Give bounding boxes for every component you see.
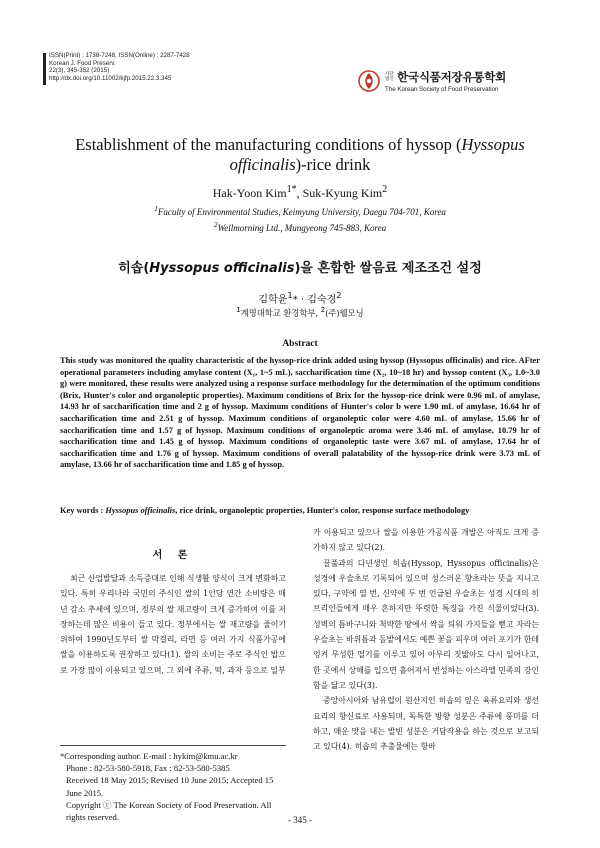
abstract-heading: Abstract bbox=[282, 339, 318, 349]
keywords-label: Key words : bbox=[60, 506, 106, 515]
footnote-phone: Phone : 82-53-580-5918, Fax : 82-53-580-5385 bbox=[66, 763, 230, 774]
society-text bbox=[385, 69, 506, 93]
society-logo bbox=[358, 66, 548, 96]
affiliation-ko-sup2: 2 bbox=[320, 306, 326, 314]
title-ko-italic: Hyssopus officinalis bbox=[149, 261, 295, 276]
intro-left-paragraph: 최근 산업발달과 소득증대로 인해 식생활 양식이 크게 변화하고 있다. 특히 우리나라 국민의 주식인 쌀의 1인당 연간 소비량은 매년 감소 추세에 있으며, 정부의 쌀 재고량이 크게 증가하여 이를 저장하는데 많은 비용이 들고 있다. 정부에서는 쌀 재고량을 줄이기 위하여 1990년도부터 쌀 막걸리, 라면 등 여러 가지 식품가공에 쌀을 이용하도록 권장하고 있다(1). 쌀의 소비는 주로 주식인 밥으로 가장 많이 이용되고 있으며, 그 외에 주류, 떡, 과자 등으로 일부 bbox=[60, 574, 286, 675]
author1-en-sup: 1* bbox=[286, 184, 297, 195]
author2-en: Suk-Kyung Kim bbox=[302, 186, 383, 200]
society-emblem-icon bbox=[358, 70, 380, 92]
left-column bbox=[60, 540, 286, 678]
author2-en-sup: 2 bbox=[382, 184, 388, 195]
intro-right-paragraph-3: 중앙아시아와 남유럽이 원산지인 히솝의 잎은 육류요리와 생선요리의 향신료로 사용되며, 독특한 방향 성분은 주류에 풍미를 더하고, 매운 맛을 내는 발빈 성분은 거담작용을 하는 것으로 보고되고 있다(4). 히솝의 추출물에는 항바 bbox=[313, 696, 539, 752]
volume-line: 22(3), 345-352 (2015) bbox=[49, 67, 110, 75]
author2-ko: 김숙경 bbox=[307, 294, 337, 306]
intro-right-paragraph-2: 꿀풀과의 다년생인 히솝(Hyssop, Hyssopus officinalis)은 성경에 우슬초로 기록되어 있으며 성스러운 향초라는 뜻을 지니고 있다. 구약에 열 번, 신약에 두 번 언급된 우슬초는 성경 시대의 히브리인들에게 매우 흔하지만 뚜렷한 특징을 가진 식물이었다(3). 성벽의 틈바구니와 척박한 땅에서 싹을 틔워 가지들을 뻗고 자라는 우슬초는 바위틈과 돌밭에서도 예쁜 꽃을 피우며 여러 포기가 한데 엉켜 무성한 떨기를 이루고 있어 아무리 짓밟아도 다시 일어나고, 한 곳에서 상해를 입으면 흩어져서 번성하는 이스라엘 민족의 강인함을 닮고 있다(3). bbox=[313, 558, 539, 690]
title-en-italic: Hyssopus officinalis bbox=[229, 135, 525, 174]
footnote bbox=[60, 750, 288, 823]
affiliation-en-1-text: Faculty of Environmental Studies, Keimyung University, Daegu 704-701, Korea bbox=[157, 207, 446, 217]
journal-meta bbox=[49, 52, 289, 82]
affiliation-en-2-text: Wellmorning Ltd., Mungyeong 745-883, Korea bbox=[217, 222, 387, 233]
paper-title-en bbox=[60, 135, 540, 175]
intro-right-paragraph-1: 가 이용되고 있으나 쌀을 이용한 가공식품 개발은 아직도 크게 증가하지 않고 있다(2). bbox=[313, 528, 539, 553]
author1-ko: 김학윤 bbox=[258, 294, 288, 306]
affiliation-en-2 bbox=[60, 219, 540, 235]
affiliation-ko-text1: 계명대학교 환경학부, bbox=[240, 307, 321, 318]
society-tag: 사단법인 bbox=[385, 72, 394, 82]
footnote-corresponding: *Corresponding author. E-mail : hykim@kmu.ac.kr bbox=[60, 751, 238, 761]
author1-en: Hak-Yoon Kim bbox=[212, 186, 287, 200]
author1-ko-star: * bbox=[292, 294, 298, 306]
paper-title-ko bbox=[40, 257, 560, 276]
title-ko-part2: )을 혼합한 쌀음료 제조조건 설정 bbox=[294, 261, 482, 276]
footnote-received: Received 18 May 2015; Revised 10 June 2015; Accepted 15 June 2015. bbox=[66, 775, 274, 798]
abstract-body: This study was monitored the quality characteristic of the hyssop-rice drink added using hyssop (Hyssopus officinalis) and rice. AFter operational parameters including amylase content (X₁, 1~5 mL), saccharification time (X₂, 10~18 hr) and hyssop content (X₃, 1.0~3.0 g) were monitored, these results were analyzed using a response surface methodology for the determination of the optimum conditions (Brix, Hunter's color and organoleptic properties). Maximum conditions of Brix for the hyssop-rice drink were 0.96 mL of amylase, 14.93 hr of saccharification time and 2 g of hyssop. Maximum conditions of Hunter's color b were 1.90 mL of amylase, 16.64 hr of saccharification time and 2.51 g of hyssop. Maximum conditions of organoleptic color were 4.60 mL of amylase, 15.66 hr of saccharification time and 1.57 g of hyssop. Maximum conditions of organoleptic aroma were 3.46 mL of amylase, 10.79 hr of saccharification time and 1.45 g of hyssop. Maximum conditions of organoleptic taste were 3.67 mL of amylase, 17.64 hr of saccharification time and 1.76 g of hyssop. Maximum conditions of overall palatability of the hyssop-rice drink were 3.73 mL of amylase, 13.66 hr of saccharification time and 1.85 g of hyssop. bbox=[60, 356, 540, 470]
issn-line: ISSN(Print) : 1738-7248, ISSN(Online) : 2287-7428 bbox=[49, 52, 190, 59]
author-en-separator: , bbox=[296, 186, 303, 200]
affiliation-ko-sup1: 1 bbox=[236, 306, 241, 314]
society-name-ko: 한국식품저장유통학회 bbox=[397, 70, 507, 84]
author-ko-separator: · bbox=[297, 294, 308, 306]
society-name-en: The Korean Society of Food Preservation bbox=[385, 86, 499, 93]
author2-ko-sup: 2 bbox=[336, 290, 342, 300]
right-column bbox=[313, 525, 539, 754]
keywords-italic: Hyssopus officinalis bbox=[105, 506, 176, 515]
affiliations-ko bbox=[60, 306, 540, 319]
society-ko-row bbox=[385, 69, 506, 85]
authors-ko bbox=[60, 290, 540, 305]
affiliation-en-2-sup: 2 bbox=[213, 219, 218, 229]
intro-heading: 서 론 bbox=[152, 550, 194, 561]
title-en-part2: )-rice drink bbox=[295, 155, 371, 174]
affiliations-en bbox=[60, 203, 540, 234]
affiliation-ko-text2: (주)웰모닝 bbox=[325, 307, 364, 318]
page-number: - 345 - bbox=[288, 815, 312, 825]
doi-link[interactable]: http://dx.doi.org/10.11002/kjfp.2015.22.3.345 bbox=[49, 74, 172, 82]
keywords-text: , rice drink, organoleptic properties, Hunter's color, response surface methodology bbox=[175, 506, 470, 515]
authors-en bbox=[60, 184, 540, 201]
keywords bbox=[60, 506, 540, 515]
affiliation-en-1 bbox=[60, 203, 540, 219]
journal-name: Korean J. Food Preserv. bbox=[49, 59, 116, 67]
title-ko-part1: 히솝( bbox=[118, 261, 150, 276]
title-en-part1: Establishment of the manufacturing conditions of hyssop ( bbox=[75, 135, 462, 154]
author1-ko-sup: 1 bbox=[287, 290, 293, 300]
affiliation-en-1-sup: 1 bbox=[154, 204, 158, 213]
footnote-divider bbox=[60, 745, 286, 746]
footnote-copyright: Copyright ⓒ The Korean Society of Food Preservation. All rights reserved. bbox=[66, 799, 272, 823]
meta-bar bbox=[43, 53, 46, 85]
